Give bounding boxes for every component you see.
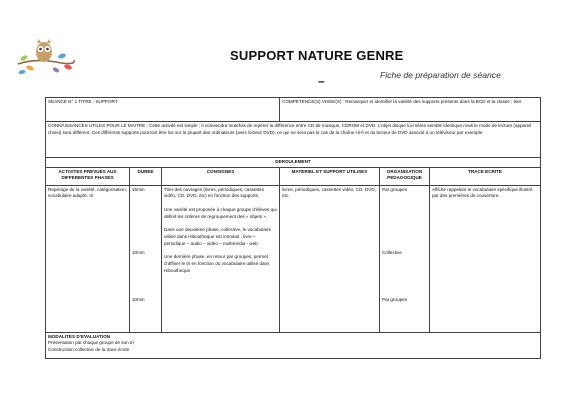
evaluation-line-2: Construction collective de la trace écrite — [48, 346, 130, 352]
evaluation-row — [46, 332, 541, 358]
owl-logo-icon — [16, 34, 76, 80]
competence-cell: COMPETENCE(S) VISEE(S) : Remarquer et identifier la variété des supports présents dans la BCD et la classe ; trier — [280, 98, 541, 122]
evaluation-cell — [46, 332, 541, 358]
duree-3: 10min — [132, 296, 145, 302]
col-activites-header: ACTIVITES PREVUES AUX DIFFERENTES PHASES — [46, 167, 130, 185]
col-organisation-header: ORGANISATION PEDAGOGIQUE — [380, 167, 430, 185]
duree-2: 10min — [132, 250, 145, 256]
consigne-4: Une dernière phase, en retour par groupes, permet d’affiner le tri en fonction du vocabulaire utilisé dans Hiboutheque — [164, 254, 270, 273]
evaluation-line-1: Présentation par chaque groupe de son tri — [48, 340, 134, 346]
duree-1: 15min — [132, 186, 145, 192]
col-duree-header: DUREE — [130, 167, 162, 185]
evaluation-title: MODALITES D’EVALUATION — [48, 333, 111, 339]
seance-cell: SEANCE N° 1 TITRE : SUPPORT — [46, 98, 280, 122]
col-materiel-header: MATERIEL ET SUPPORT UTILISES — [280, 167, 380, 185]
title-dash: – — [318, 74, 325, 88]
org-1: Par groupes — [382, 186, 408, 192]
page-title: SUPPORT NATURE GENRE — [230, 48, 404, 63]
lesson-plan-table — [45, 97, 541, 359]
org-3: Par groupes — [382, 296, 408, 302]
col-consignes-header: CONSIGNES — [162, 167, 280, 185]
consigne-1: Trier des ouvrages (livres, périodiques, cassettes vidéo, CD, DVD, etc) en fonction des supports. — [164, 186, 264, 199]
org-2: Collective — [382, 250, 402, 256]
seance-row — [46, 98, 541, 122]
activity-row — [46, 185, 541, 332]
consigne-3: Dans une deuxième phase, collective, le vocabulaire utilisé dans Hiboutheque est introduit : livre – périodique – audio – vidéo – multimédia - web — [164, 227, 271, 246]
deroulement-row — [46, 158, 541, 168]
organisation-cell — [380, 185, 430, 332]
page-subtitle: Fiche de préparation de séance — [380, 70, 501, 80]
connaissances-cell: CONNAISSANCES UTILES POUR LE MAITRE : Cette activité est simple ; il conviendra toutefois de repérer la différence entre CD de musique, CDROM et DVD. L’objet disque lui-même semble identique mais le mode de lecture (appareil choisi) sera différent. Ces différents supports pourront être lus sur la plupart des ordinateurs (avec lecteur DVD), ce qui ne sera pas le cas de la chaîne Hi-fi et du lecteur de DVD associé à un téléviseur par exemple. — [46, 122, 541, 158]
consigne-2: Une variété est proposée à chaque groupe d’élèves qui définit les critères de regroupement des « objets ». — [164, 206, 277, 219]
materiel-cell: livres, périodiques, cassettes vidéo, CD, DVD, etc. — [280, 185, 380, 332]
col-trace-header: TRACE ECRITE — [430, 167, 541, 185]
deroulement-heading: DEROULEMENT — [46, 158, 541, 168]
duree-cell — [130, 185, 162, 332]
connaissances-row — [46, 122, 541, 158]
column-header-row — [46, 167, 541, 185]
activites-cell: Repérage de la variété, catégorisation, vocabulaire adapté, tri — [46, 185, 130, 332]
trace-cell: Affiche rappelant le vocabulaire spécifique illustré par des premières de couverture. — [430, 185, 541, 332]
consignes-cell — [162, 185, 280, 332]
